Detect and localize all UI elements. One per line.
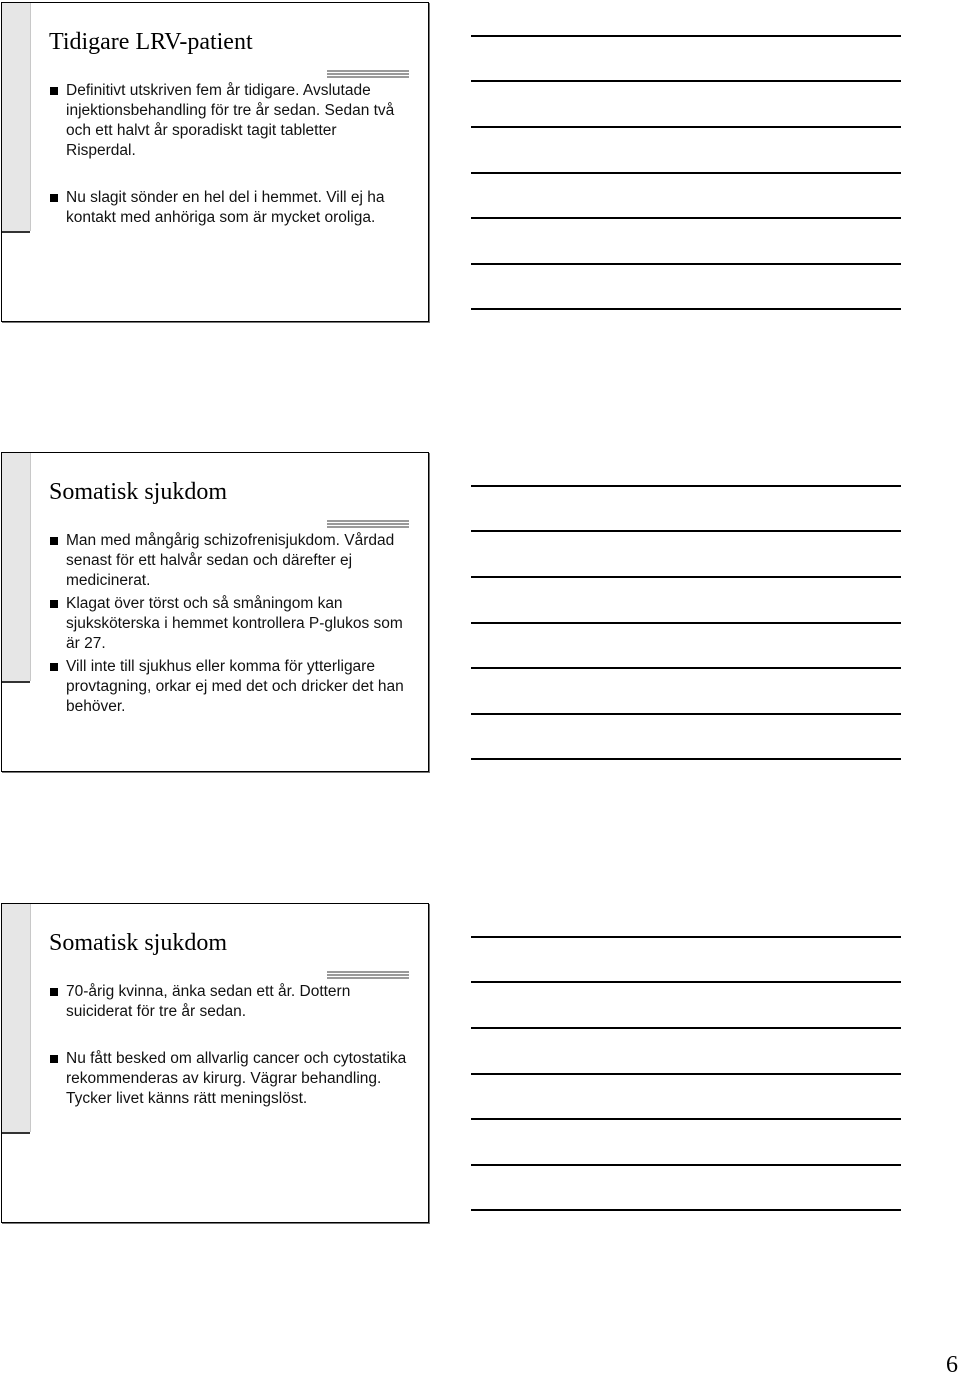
note-line	[471, 172, 901, 174]
note-line	[471, 530, 901, 532]
note-line	[471, 936, 901, 938]
note-line	[471, 1209, 901, 1211]
note-line	[471, 485, 901, 487]
title-rule	[327, 971, 409, 980]
note-line	[471, 713, 901, 715]
bullet-text: Nu fått besked om allvarlig cancer och cytostatika rekommenderas av kirurg. Vägrar behandling. Tycker livet känns rätt meningslöst.	[66, 1050, 407, 1107]
note-line	[471, 758, 901, 760]
notes-lines-1	[471, 35, 901, 325]
note-line	[471, 35, 901, 37]
title-rule	[327, 70, 409, 79]
note-line	[471, 576, 901, 578]
bullet-item	[49, 188, 409, 228]
slide-title: Tidigare LRV-patient	[49, 29, 253, 55]
bullet-item	[49, 594, 409, 654]
bullet-list	[49, 531, 409, 717]
square-bullet-icon	[50, 194, 58, 202]
slide-2	[1, 452, 429, 772]
bullet-item	[49, 531, 409, 591]
title-rule	[327, 520, 409, 529]
slide-side-tick	[2, 1132, 30, 1134]
bullet-item	[49, 81, 409, 161]
slide-side-band	[2, 3, 31, 231]
bullet-item	[49, 1049, 409, 1109]
square-bullet-icon	[50, 663, 58, 671]
slide-1	[1, 2, 429, 322]
slide-side-tick	[2, 681, 30, 683]
note-line	[471, 1118, 901, 1120]
square-bullet-icon	[50, 1055, 58, 1063]
note-line	[471, 263, 901, 265]
note-line	[471, 1164, 901, 1166]
note-line	[471, 308, 901, 310]
note-line	[471, 80, 901, 82]
note-line	[471, 126, 901, 128]
bullet-list	[49, 982, 409, 1109]
square-bullet-icon	[50, 87, 58, 95]
bullet-item	[49, 982, 409, 1022]
page-number: 6	[946, 1352, 958, 1378]
bullet-text: Vill inte till sjukhus eller komma för ytterligare provtagning, orkar ej med det och dricker det han behöver.	[66, 658, 404, 715]
square-bullet-icon	[50, 600, 58, 608]
square-bullet-icon	[50, 537, 58, 545]
bullet-item	[49, 657, 409, 717]
note-line	[471, 1073, 901, 1075]
bullet-text: Nu slagit sönder en hel del i hemmet. Vill ej ha kontakt med anhöriga som är mycket oroliga.	[66, 189, 385, 226]
bullet-text: Klagat över törst och så småningom kan sjuksköterska i hemmet kontrollera P-glukos som är 27.	[66, 595, 403, 652]
note-line	[471, 667, 901, 669]
notes-lines-2	[471, 485, 901, 775]
slide-title: Somatisk sjukdom	[49, 479, 228, 505]
bullet-list	[49, 81, 409, 228]
slide-side-band	[2, 904, 31, 1132]
note-line	[471, 217, 901, 219]
slide-title: Somatisk sjukdom	[49, 930, 228, 956]
bullet-text: 70-årig kvinna, änka sedan ett år. Dottern suiciderat för tre år sedan.	[66, 983, 351, 1020]
note-line	[471, 622, 901, 624]
square-bullet-icon	[50, 988, 58, 996]
bullet-text: Definitivt utskriven fem år tidigare. Avslutade injektionsbehandling för tre år sedan. Sedan två och ett halvt år sporadiskt tagit tabletter Risperdal.	[66, 82, 395, 159]
slide-side-tick	[2, 231, 30, 233]
slide-side-band	[2, 453, 31, 681]
slide-3	[1, 903, 429, 1223]
bullet-text: Man med mångårig schizofrenisjukdom. Vårdad senast för ett halvår sedan och därefter ej medicinerat.	[66, 532, 395, 589]
note-line	[471, 981, 901, 983]
note-line	[471, 1027, 901, 1029]
notes-lines-3	[471, 936, 901, 1226]
